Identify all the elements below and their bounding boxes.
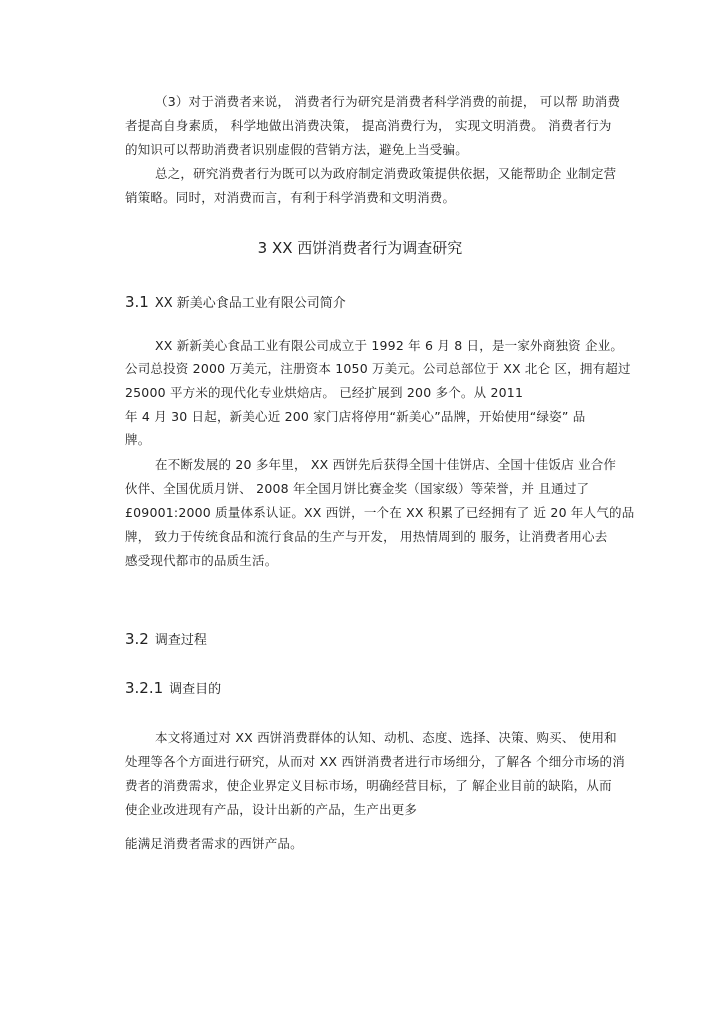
section-3-1-heading	[125, 293, 346, 313]
section-3-1-number: 3.1	[125, 293, 149, 311]
s321-line-4: 使企业改进现有产品，设计出新的产品，生产出更多	[125, 802, 418, 817]
section-3-heading: 3 XX 西饼消费者行为调查研究	[257, 239, 463, 257]
paragraph1-line-1: （3）对于消费者来说， 消费者行为研究是消费者科学消费的前提， 可以帮 助消费	[155, 94, 621, 109]
s31-p2-line-4: 牌， 致力于传统食品和流行食品的生产与开发， 用热情周到的 服务，让消费者用心去	[125, 529, 608, 544]
section-3-2-title: 调查过程	[154, 633, 207, 648]
s31-p2-line-5: 感受现代都市的品质生活。	[125, 553, 278, 568]
section-3-2-1-number: 3.2.1	[125, 679, 164, 697]
section-3-2-1-title: 调查目的	[169, 682, 222, 697]
section-3-2-heading	[125, 630, 207, 650]
s31-p1-line-4: 年 4 月 30 日起，新美心近 200 家门店将停用“新美心”品牌，开始使用“绿姿” 品	[125, 409, 586, 424]
paragraph2-line-1: 总之，研究消费者行为既可以为政府制定消费政策提供依据，又能帮助企 业制定营	[155, 166, 617, 181]
s321-tail-line: 能满足消费者需求的西饼产品。	[125, 836, 303, 851]
section-3-2-number: 3.2	[125, 630, 149, 648]
s321-line-2: 处理等各个方面进行研究，从而对 XX 西饼消费者进行市场细分，了解各 个细分市场的消	[125, 754, 625, 769]
paragraph2-line-2: 销策略。同时，对消费而言，有利于科学消费和文明消费。	[125, 190, 456, 205]
s31-p1-line-5: 牌。	[125, 432, 151, 447]
s321-line-1: 本文将通过对 XX 西饼消费群体的认知、动机、态度、选择、决策、购买、 使用和	[155, 730, 617, 745]
s31-p1-line-1: XX 新新美心食品工业有限公司成立于 1992 年 6 月 8 日，是一家外商独资 企业。	[155, 338, 624, 353]
paragraph1-line-2: 者提高自身素质， 科学地做出消费决策， 提高消费行为， 实现文明消费。 消费者行为	[125, 118, 612, 133]
s31-p2-line-3: £09001:2000 质量体系认证。XX 西饼，一个在 XX 积累了已经拥有了 近 20 年人气的品	[125, 505, 635, 520]
paragraph1-line-3: 的知识可以帮助消费者识别虚假的营销方法，避免上当受骗。	[125, 142, 468, 157]
s31-p1-line-3: 25000 平方米的现代化专业烘焙店。 已经扩展到 200 多个。从 2011	[125, 385, 524, 400]
section-3-2-1-heading	[125, 679, 221, 699]
s31-p1-line-2: 公司总投资 2000 万美元，注册资本 1050 万美元。公司总部位于 XX 北仑 区，拥有超过	[125, 361, 631, 376]
s31-p2-line-1: 在不断发展的 20 多年里， XX 西饼先后获得全国十佳饼店、全国十佳饭店 业合作	[155, 457, 617, 472]
section-3-1-title: XX 新美心食品工业有限公司简介	[154, 296, 346, 311]
s321-line-3: 费者的消费需求，使企业界定义目标市场，明确经营目标，了 解企业目前的缺陷，从而	[125, 778, 612, 793]
s31-p2-line-2: 伙伴、全国优质月饼、 2008 年全国月饼比赛金奖（国家级）等荣誉，并 且通过了	[125, 481, 590, 496]
